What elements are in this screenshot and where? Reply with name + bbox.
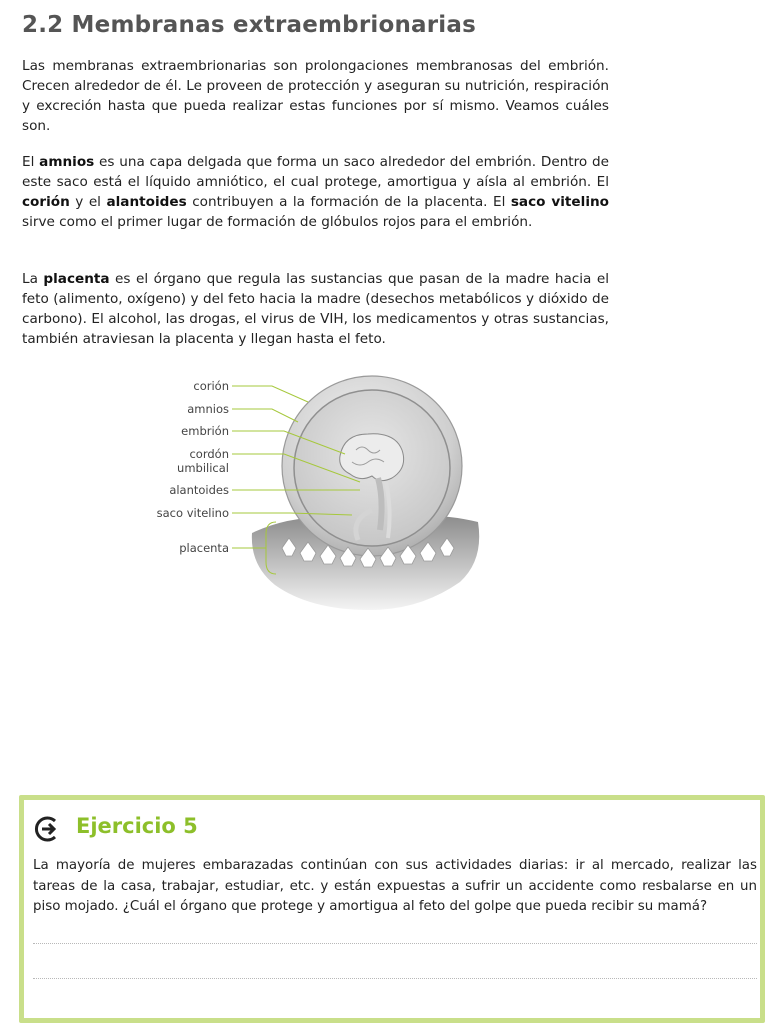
exercise-box	[19, 795, 765, 1023]
term-placenta: placenta	[43, 271, 110, 287]
embryo-membranes-diagram	[0, 370, 776, 620]
term-saco-vitelino: saco vitelino	[510, 194, 609, 210]
section-title: 2.2 Membranas extraembrionarias	[22, 12, 477, 38]
term-alantoides: alantoides	[106, 194, 187, 210]
text-segment: sirve como el primer lugar de formación de glóbulos rojos para el embrión.	[22, 214, 533, 230]
text-segment: La	[22, 271, 44, 287]
arrow-circle-icon	[33, 815, 61, 843]
text-segment: contribuyen a la formación de la placenta. El	[186, 194, 511, 210]
label-placenta: placenta	[179, 541, 229, 555]
answer-line[interactable]	[33, 943, 757, 944]
label-cordon: cordón	[189, 447, 229, 461]
text-segment: es una capa delgada que forma un saco alrededor del embrión. Dentro de este saco está el líquido amniótico, el cual protege, amortigua y aísla al embrión. El	[22, 154, 610, 190]
text-segment: es el órgano que regula las sustancias que pasan de la madre hacia el feto (alimento, oxígeno) y del feto hacia la madre (desechos metabólicos y dióxido de carbono). El alcohol, las drogas, el virus de VIH, los medicamentos y otras sustancias, también atraviesan la placenta y llegan hasta el feto.	[22, 271, 609, 347]
label-saco-vitelino: saco vitelino	[156, 506, 229, 520]
answer-line[interactable]	[33, 978, 757, 979]
text-segment: El	[22, 154, 40, 170]
intro-paragraph: Las membranas extraembrionarias son prolongaciones membranosas del embrión. Crecen alrededor de él. Le proveen de protección y aseguran su nutrición, respiración y excreción hasta que pueda realizar estas funciones por sí mismo. Veamos cuáles son.	[22, 58, 609, 134]
term-amnios: amnios	[39, 154, 95, 170]
text-segment: y el	[69, 194, 107, 210]
exercise-title: Ejercicio 5	[76, 814, 198, 838]
exercise-question: La mayoría de mujeres embarazadas continúan con sus actividades diarias: ir al mercado, realizar las tareas de la casa, trabajar, estudiar, etc. y están expuestas a sufrir un accidente como resbalarse en un piso mojado. ¿Cuál el órgano que protege y amortigua al feto del golpe que pueda recibir su mamá?	[33, 858, 757, 914]
embryo-shape	[340, 434, 404, 481]
label-corion: corión	[193, 379, 229, 393]
label-umbilical: umbilical	[177, 461, 229, 475]
label-amnios: amnios	[187, 402, 229, 416]
placenta-paragraph	[22, 269, 609, 349]
amnios-paragraph	[22, 152, 609, 232]
label-embrion: embrión	[181, 424, 229, 438]
label-alantoides: alantoides	[169, 483, 229, 497]
term-corion: corión	[22, 194, 70, 210]
